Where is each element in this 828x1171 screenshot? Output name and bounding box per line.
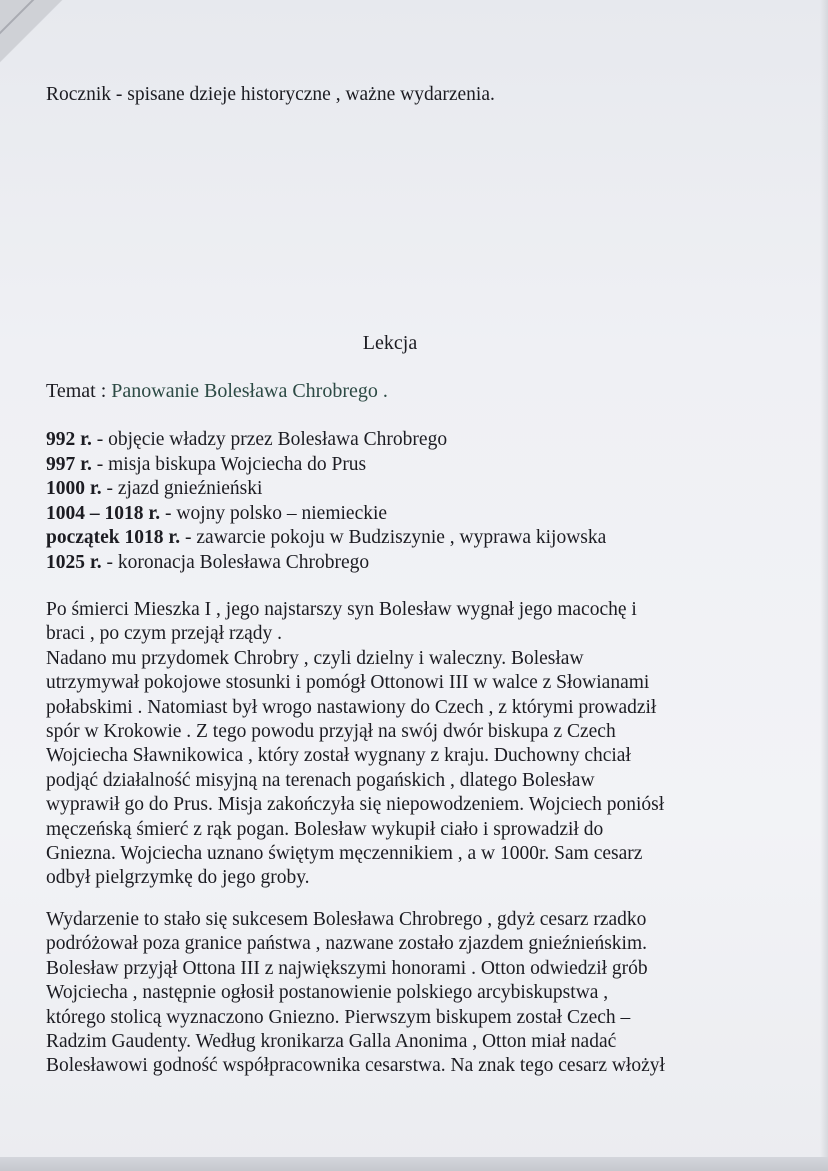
paragraph-1 <box>46 598 776 891</box>
timeline-year: 1004 – 1018 r. <box>46 502 161 524</box>
paragraph-line: Gniezna. Wojciecha uznano świętym męczennikiem , a w 1000r. Sam cesarz <box>46 842 643 864</box>
paragraph-line: połabskimi . Natomiast był wrogo nastawiony do Czech , z którymi prowadził <box>46 696 657 718</box>
timeline-year: 992 r. <box>46 429 92 450</box>
timeline-year: początek 1018 r. <box>46 527 181 548</box>
paragraph-line: Radzim Gaudenty. Według kronikarza Galla Anonima , Otton miał nadać <box>46 1030 617 1052</box>
timeline-entry <box>46 551 606 576</box>
definition-line: Rocznik - spisane dzieje historyczne , ważne wydarzenia. <box>46 84 495 105</box>
timeline-text: - koronacja Bolesława Chrobrego <box>101 551 370 573</box>
paragraph-line: spór w Krokowie . Z tego powodu przyjął na swój dwór biskupa z Czech <box>46 720 616 742</box>
paragraph-line: męczeńską śmierć z rąk pogan. Bolesław wykupił ciało i sprowadził do <box>46 818 604 840</box>
timeline-text: - wojny polsko – niemieckie <box>160 502 388 524</box>
timeline-text: - zawarcie pokoju w Budziszynie , wyprawa kijowska <box>180 527 607 548</box>
timeline-entry <box>46 502 606 527</box>
paragraph-line: Nadano mu przydomek Chrobry , czyli dzielny i waleczny. Bolesław <box>46 647 584 669</box>
timeline-entry <box>46 453 606 478</box>
folded-corner <box>0 0 70 70</box>
topic-label: Temat : <box>46 380 107 402</box>
paragraph-line: utrzymywał pokojowe stosunki i pomógł Ottonowi III w walce z Słowianami <box>46 672 650 694</box>
paragraph-line: podjąć działalność misyjną na terenach pogańskich , dlatego Bolesław <box>46 769 595 791</box>
timeline-year: 997 r. <box>46 453 92 475</box>
timeline-entry <box>46 526 606 551</box>
timeline-text: - objęcie władzy przez Bolesława Chrobrego <box>91 429 448 450</box>
page-edge-shadow <box>820 0 828 1171</box>
timeline-year: 1025 r. <box>46 551 102 573</box>
timeline-text: - misja biskupa Wojciecha do Prus <box>91 453 367 475</box>
paragraph-line: podróżował poza granice państwa , nazwane zostało zjazdem gnieźnieńskim. <box>46 933 648 955</box>
paragraph-line: którego stolicą wyznaczono Gniezno. Pierwszym biskupem został Czech – <box>46 1006 631 1028</box>
paragraph-line: Bolesławowi godność współpracownika cesarstwa. Na znak tego cesarz włożył <box>46 1055 665 1077</box>
paragraph-line: Wojciecha Sławnikowica , który został wygnany z kraju. Duchowny chciał <box>46 745 631 767</box>
page-bottom-edge <box>0 1157 828 1171</box>
paragraph-line: Wydarzenie to stało się sukcesem Bolesława Chrobrego , gdyż cesarz rzadko <box>46 909 647 930</box>
lesson-heading: Lekcja <box>362 332 418 354</box>
timeline-entry <box>46 477 606 502</box>
timeline-text: - zjazd gnieźnieński <box>101 478 263 499</box>
paragraph-line: Po śmierci Mieszka I , jego najstarszy syn Bolesław wygnał jego macochę i <box>46 599 637 620</box>
timeline-list <box>46 428 606 575</box>
paragraph-line: Bolesław przyjął Ottona III z największymi honorami . Otton odwiedził grób <box>46 957 648 979</box>
paragraph-line: wyprawił go do Prus. Misja zakończyła się niepowodzeniem. Wojciech poniósł <box>46 794 665 816</box>
timeline-year: 1000 r. <box>46 478 102 499</box>
topic-line <box>46 380 388 403</box>
paragraph-line: Wojciecha , następnie ogłosił postanowienie polskiego arcybiskupstwa , <box>46 982 609 1004</box>
paragraph-2 <box>46 908 776 1079</box>
timeline-entry <box>46 428 606 453</box>
topic-value: Panowanie Bolesława Chrobrego . <box>111 380 388 402</box>
paragraph-line: odbył pielgrzymkę do jego groby. <box>46 867 310 889</box>
paragraph-line: braci , po czym przejął rządy . <box>46 623 283 645</box>
